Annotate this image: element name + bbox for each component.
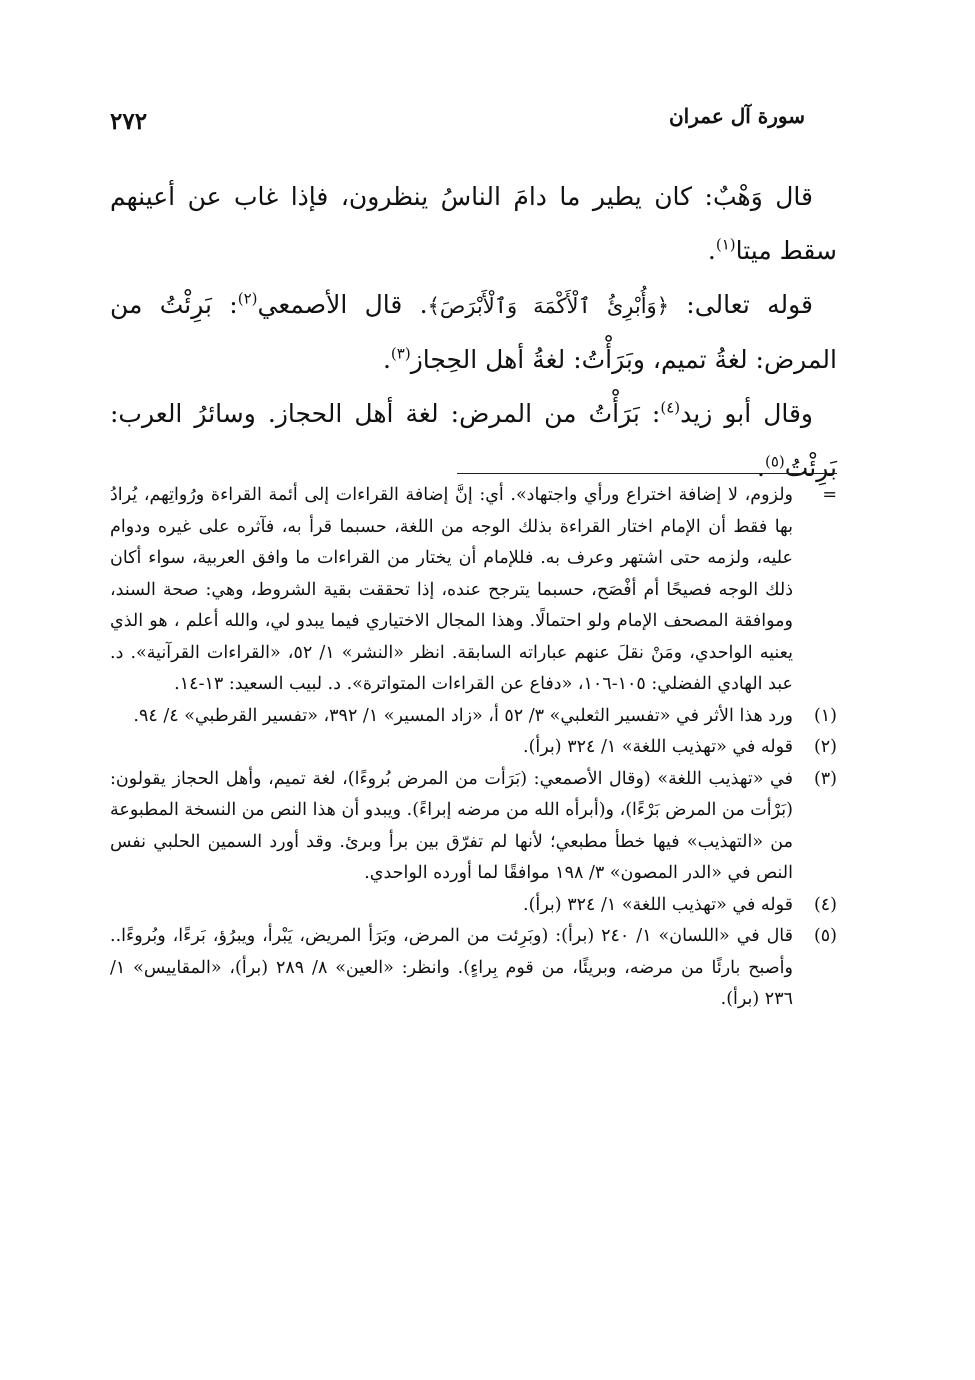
footnote-2 xyxy=(110,732,837,764)
footnote-number: (٤) xyxy=(813,894,837,915)
footnote-ref-2: (٢) xyxy=(237,289,258,308)
footnote-5 xyxy=(110,921,837,1016)
footnote-number: (١) xyxy=(813,705,837,726)
paragraph-text: قال وَهْبٌ: كان يطير ما دامَ الناسُ ينظرون، فإذا غاب عن أعينهم سقط ميتا xyxy=(110,182,837,265)
quran-verse: ﴿وَأُبْرِئُ ٱلْأَكْمَهَ وَٱلْأَبْرَصَ﴾ xyxy=(427,294,669,318)
paragraph-text: وقال أبو زيد xyxy=(680,399,814,428)
footnote-number: (٣) xyxy=(813,768,837,789)
footnote-1 xyxy=(110,701,837,733)
footnote-ref-3: (٣) xyxy=(390,344,411,363)
footnote-number: (٥) xyxy=(813,926,837,946)
paragraph-wahb xyxy=(110,170,837,278)
paragraph-verse xyxy=(110,278,837,387)
footnote-ref-1: (١) xyxy=(715,235,736,254)
surah-title: سورة آل عمران xyxy=(668,104,805,128)
footnote-3 xyxy=(110,764,837,890)
footnote-ref-5: (٥) xyxy=(764,452,785,471)
sentence-end: . xyxy=(707,236,716,265)
paragraph-text: : بَرِئْتُ من المرض: لغةُ تميم، وبَرَأْتُ: لغةُ أهل الحِجاز xyxy=(110,290,837,374)
footnotes xyxy=(110,480,837,1016)
footnote-text: ورد هذا الأثر في «تفسير الثعلبي» ٣/ ٥٢ أ، «زاد المسير» ١/ ٣٩٢، «تفسير القرطبي» ٤/ ٩٤. xyxy=(133,705,793,726)
paragraph-text: . قال الأصمعي xyxy=(257,290,428,319)
sentence-end: . xyxy=(382,345,391,374)
main-text xyxy=(110,170,837,495)
footnote-text: قوله في «تهذيب اللغة» ١/ ٣٢٤ (برأ). xyxy=(523,894,793,915)
paragraph-text: : بَرَأْتُ من المرض: لغة أهل الحجاز. وسائرُ العرب: بَرِئْتُ xyxy=(110,399,837,482)
page-header xyxy=(110,104,805,144)
footnote-continued xyxy=(110,480,837,701)
paragraph-text: قوله تعالى: xyxy=(669,290,813,319)
sentence-end: . xyxy=(757,453,765,482)
paragraph-abu-zaid xyxy=(110,387,837,495)
footnote-text: في «تهذيب اللغة» (وقال الأصمعي: (بَرَأت من المرض بُروءًا)، لغة تميم، وأهل الحجاز يقولون: (بَرْأت من المرض بَرْءًا)، و(أبرأه الله من مرضه إبراءً). ويبدو أن هذا النص من النسخة المطبوعة من «التهذيب» فيها خطأ مطبعي؛ لأنها لم تفرّق بين برأ وبرئ. وقد أورد السمين الحلبي نفس النص في «الدر المصون» ٣/ ١٩٨ موافقًا لما أورده الواحدي. xyxy=(110,768,793,883)
footnote-text: قوله في «تهذيب اللغة» ١/ ٣٢٤ (برأ). xyxy=(523,737,793,757)
footnote-number: (٢) xyxy=(813,737,837,757)
footnote-ref-4: (٤) xyxy=(660,398,681,417)
footnote-text: ولزوم، لا إضافة اختراع ورأي واجتهاد». أي: إنَّ إضافة القراءات إلى أئمة القراءة ورُواتِهم، يُرادُ بها فقط أن الإمام اختار القراءة بذلك الوجه من اللغة، حسبما قرأ به، فآثره على غيره ودوام عليه، ولزمه حتى اشتهر وعرف به. فللإمام أن يختار من القراءات ما وافق العربية، سواء أكان ذلك الوجه فصيحًا أم أفْصَح، حسبما يترجح عنده، إذا تحققت بقية الشروط، وهي: صحة السند، وموافقة المصحف الإمام ولو احتمالًا. وهذا المجال الاختياري فيما يبدو لي، والله أعلم ، هو الذي يعنيه الواحدي، ومَنْ نقلَ عنهم عباراته السابقة. انظر «النشر» ١/ ٥٢، «القراءات القرآنية». د. عبد الهادي الفضلي: ١٠٥-١٠٦، «دفاع عن القراءات المتواترة». د. لبيب السعيد: ١٣-١٤. xyxy=(110,485,793,694)
page-number: ٢٧٢ xyxy=(110,108,148,135)
footnote-number: = xyxy=(822,485,837,505)
footnote-4 xyxy=(110,890,837,922)
footnote-text: قال في «اللسان» ١/ ٢٤٠ (برأ): (وبَرِئت من المرض، وبَرَأ المريض، يَبْرأ، ويبرُؤ، بَرءًا، وبُروءًا.. وأصبح بارئًا من مرضه، وبريئًا، من قوم بِراءٍ). وانظر: «العين» ٨/ ٢٨٩ (برأ)، «المقاييس» ١/ ٢٣٦ (برأ). xyxy=(110,926,794,1009)
footnote-divider xyxy=(457,473,837,474)
